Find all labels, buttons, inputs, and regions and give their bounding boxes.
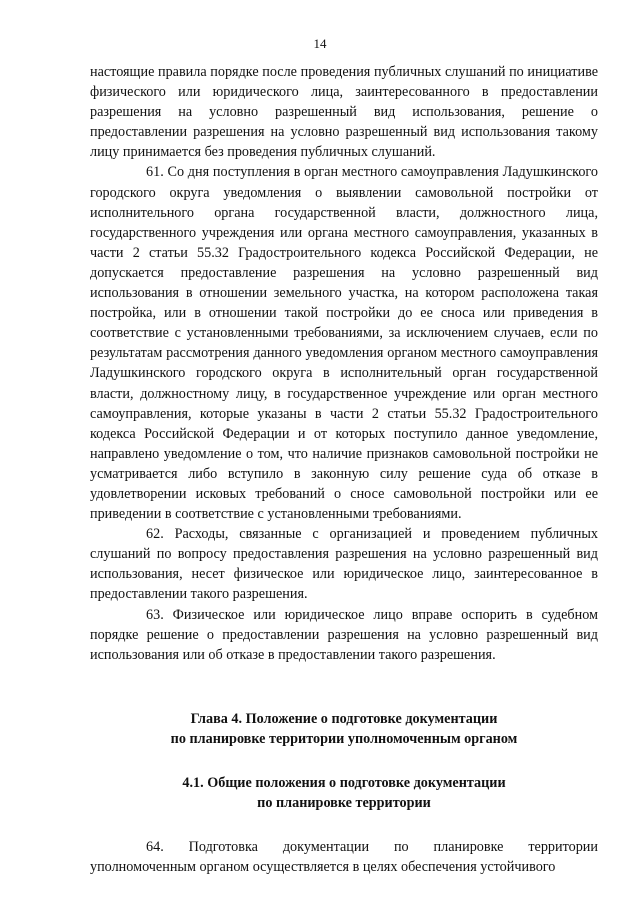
section-heading-line-1: 4.1. Общие положения о подготовке документации (182, 774, 506, 791)
section-heading (90, 773, 598, 813)
paragraph-62: 62. Расходы, связанные с организацией и проведением публичных слушаний по вопросу предоставления разрешения на условно разрешенный вид использования, несет физическое или юридическое лицо, заинтересованное в предоставлении такого разрешения. (90, 526, 598, 603)
chapter-heading (90, 709, 598, 749)
paragraph-63: 63. Физическое или юридическое лицо вправе оспорить в судебном порядке решение о предоставлении разрешения на условно разрешенный вид использования или об отказе в предоставлении такого разрешения. (90, 606, 598, 663)
chapter-heading-line-2: по планировке территории уполномоченным органом (170, 730, 518, 747)
page-number: 14 (313, 36, 327, 51)
chapter-heading-line-1: Глава 4. Положение о подготовке документации (190, 710, 498, 727)
paragraph-60-continuation: настоящие правила порядке после проведения публичных слушаний по инициативе физического или юридического лица, заинтересованного в предоставлении разрешения на условно разрешенный вид использования, решение о предоставлении разрешения на условно разрешенный вид использования такому лицу принимается без проведения публичных слушаний. (90, 64, 598, 161)
section-heading-line-2: по планировке территории (257, 794, 431, 811)
paragraph-64: 64. Подготовка документации по планировке территории уполномоченным органом осуществляется в целях обеспечения устойчивого (90, 838, 598, 875)
document-body (90, 62, 598, 877)
paragraph-61: 61. Со дня поступления в орган местного самоуправления Ладушкинского городского округа уведомления о выявлении самовольной постройки от исполнительного органа государственной власти, должностного лица, государственного учреждения или органа местного самоуправления, указанных в части 2 статьи 55.32 Градостроительного кодекса Российской Федерации, не допускается предоставление разрешения на условно разрешенный вид использования в отношении земельного участка, на котором расположена такая постройка, или в отношении такой постройки до ее сноса или приведения в соответствие с установленными требованиями, за исключением случаев, если по результатам рассмотрения данного уведомления органом местного самоуправления Ладушкинского городского округа в исполнительный орган государственной власти, должностному лицу, в государственное учреждение или орган местного самоуправления, которые указаны в части 2 статьи 55.32 Градостроительного кодекса Российской Федерации и от которых поступило данное уведомление, направлено уведомление о том, что наличие признаков самовольной постройки не усматривается либо вступило в законную силу решение суда об отказе в удовлетворении исковых требований о сносе самовольной постройки или ее приведении в соответствие с установленными требованиями. (90, 164, 598, 523)
